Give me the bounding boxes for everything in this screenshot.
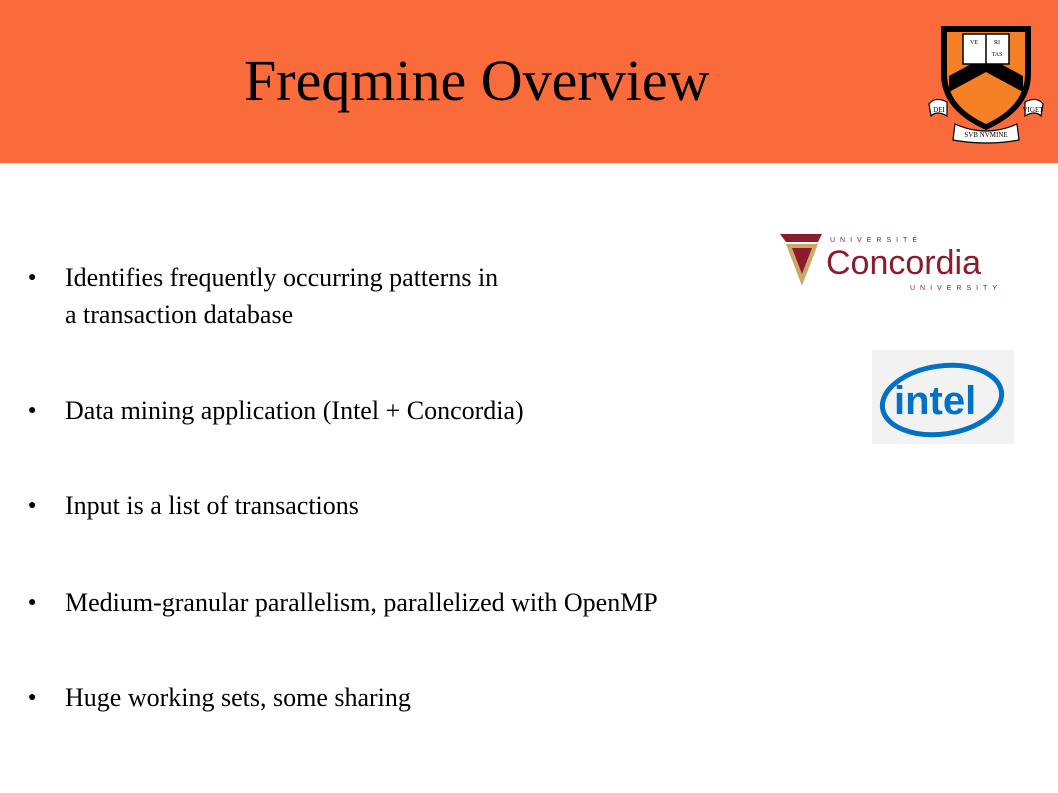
bullet-text: Input is a list of transactions — [65, 491, 359, 520]
bullet-marker: ● — [28, 595, 37, 610]
bullet-marker: ● — [28, 403, 37, 418]
bullet-line: Identifies frequently occurring patterns in — [65, 263, 499, 292]
concordia-name: Concordia — [826, 244, 981, 282]
shield-book-text-2: RI — [994, 40, 1000, 46]
motto-center: SVB NVMINE — [964, 131, 1008, 139]
concordia-logo — [778, 228, 1028, 296]
intel-logo — [872, 350, 1014, 444]
intel-logo-text: intel — [894, 379, 977, 423]
princeton-shield-icon — [925, 12, 1047, 144]
bullet-marker: ● — [28, 498, 37, 513]
bullet-marker: ● — [28, 690, 37, 705]
bullet-text: Huge working sets, some sharing — [65, 683, 411, 712]
bullet-text: Data mining application (Intel + Concordia) — [65, 396, 524, 425]
motto-right: VIGET — [1022, 106, 1044, 114]
slide-title: Freqmine Overview — [244, 48, 710, 113]
concordia-bottom-text: UNIVERSITY — [910, 285, 1003, 292]
shield-book-text-1: VE — [970, 40, 978, 46]
bullet-marker: ● — [28, 270, 37, 285]
motto-left: DEI — [933, 106, 945, 114]
bullet-text — [65, 259, 498, 333]
shield-book-text-3: TAS — [991, 52, 1003, 58]
bullet-line: a transaction database — [65, 300, 294, 329]
concordia-top-text: UNIVERSITÉ — [830, 237, 923, 244]
bullet-text: Medium-granular parallelism, parallelized with OpenMP — [65, 588, 658, 617]
